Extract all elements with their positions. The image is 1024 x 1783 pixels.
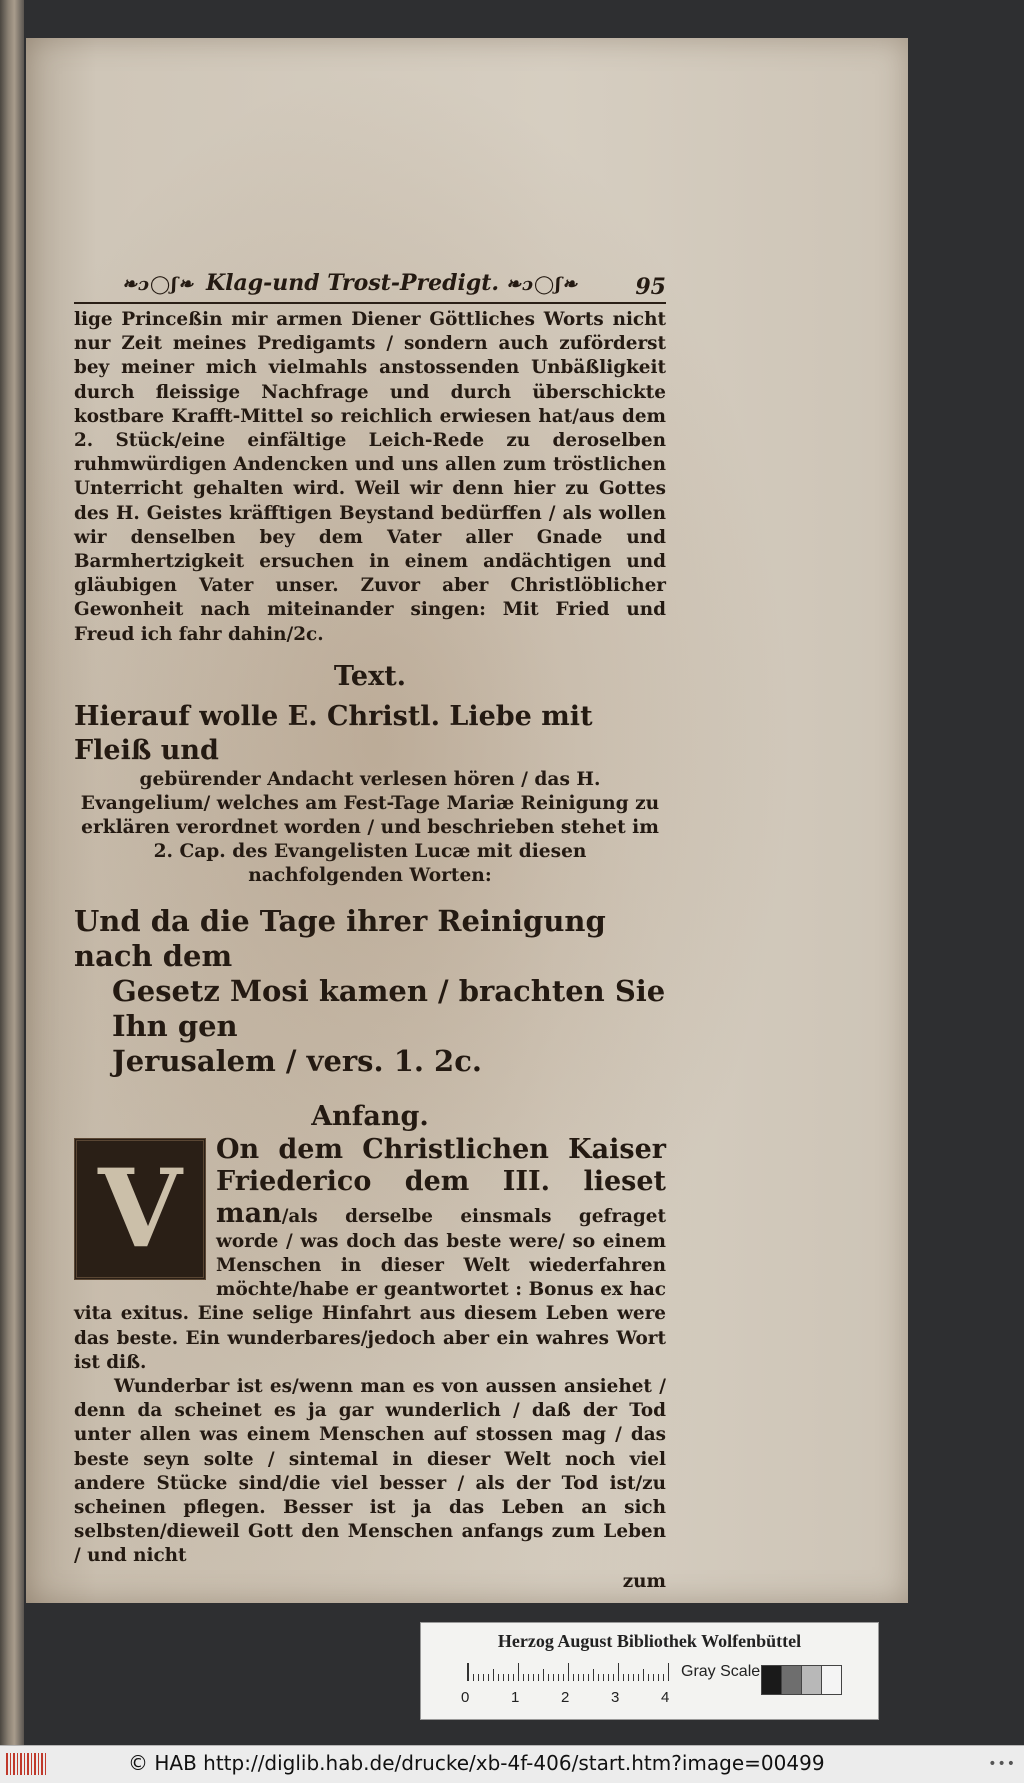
ruler-tick bbox=[643, 1669, 644, 1681]
gray-scale-label: Gray Scale bbox=[681, 1663, 761, 1680]
ruler-tick bbox=[493, 1669, 494, 1681]
running-header bbox=[74, 266, 666, 304]
ruler-tick bbox=[508, 1674, 509, 1681]
header-ornament-left-icon: ❧ɔ◯ʃ❧ bbox=[122, 274, 195, 295]
ruler-tick bbox=[543, 1669, 544, 1681]
body-paragraph-2: Wunderbar ist es/wenn man es von aussen ansiehet / denn da scheinet es ja gar wunderlich / daß der Tod unter allen was einem Menschen auf stossen mag / das beste seyn solte / sintemal in dieser Welt noch viel andere Stücke sind/die viel besser / als der Tod ist/zu scheinen pflegen. Besser ist ja das Leben an sich selbsten/dieweil Gott den Menschen anfangs zum Leben / und nicht bbox=[74, 1376, 666, 1567]
ruler-tick bbox=[663, 1674, 664, 1681]
ruler-tick bbox=[498, 1674, 499, 1681]
running-title: Klag-und Trost-Predigt. bbox=[206, 270, 500, 296]
ruler-tick bbox=[558, 1674, 559, 1681]
text-intro-lead: Hierauf wolle E. Christl. Liebe mit Fleiß und bbox=[74, 700, 593, 766]
ruler-number: 4 bbox=[661, 1689, 670, 1706]
gray-swatch bbox=[801, 1665, 822, 1695]
ruler-tick bbox=[488, 1674, 489, 1681]
anfang-heading: Anfang. bbox=[311, 1100, 429, 1132]
ruler-tick bbox=[653, 1674, 654, 1681]
scanned-page bbox=[26, 38, 908, 1603]
ruler-number: 1 bbox=[511, 1689, 520, 1706]
ruler-tick bbox=[623, 1674, 624, 1681]
ruler-tick bbox=[588, 1674, 589, 1681]
ruler-number: 0 bbox=[461, 1689, 470, 1706]
ruler-tick bbox=[633, 1674, 634, 1681]
ruler-tick bbox=[478, 1674, 479, 1681]
ruler-tick bbox=[468, 1663, 469, 1681]
ruler-tick bbox=[548, 1674, 549, 1681]
library-name: Herzog August Bibliothek Wolfenbüttel bbox=[497, 1631, 802, 1651]
ruler-tick bbox=[553, 1674, 554, 1681]
color-target bbox=[420, 1622, 879, 1720]
text-intro-rest: gebürender Andacht verlesen hören / das H. Evangelium/ welches am Fest-Tage Mariæ Reinigung zu erklären verordnet worden / und beschrieben stehet im 2. Cap. des Evangelisten Lucæ mit diesen nachfolgenden Worten: bbox=[80, 768, 660, 886]
quote-line-2: Gesetz Mosi kamen / brachten Sie Ihn gen bbox=[112, 973, 666, 1043]
quote-line-3: Jerusalem / vers. 1. 2c. bbox=[112, 1043, 482, 1078]
page-text bbox=[74, 266, 666, 1592]
body-lead: On dem Christlichen Kaiser Friederico dem III. lieset man bbox=[216, 1133, 666, 1229]
ruler-tick bbox=[618, 1663, 619, 1681]
ruler-tick bbox=[483, 1674, 484, 1681]
adjacent-page-edge bbox=[0, 0, 24, 1745]
decorated-initial-icon: V bbox=[74, 1138, 206, 1280]
ruler-tick bbox=[563, 1674, 564, 1681]
ruler-number: 3 bbox=[611, 1689, 620, 1706]
ruler-tick bbox=[593, 1669, 594, 1681]
ruler-tick bbox=[568, 1663, 569, 1681]
more-options-icon[interactable]: ••• bbox=[988, 1756, 1016, 1772]
catchword: zum bbox=[622, 1570, 666, 1592]
gray-swatch bbox=[781, 1665, 802, 1695]
ruler-tick bbox=[528, 1674, 529, 1681]
ruler-tick bbox=[583, 1674, 584, 1681]
quote-line-1: Und da die Tage ihrer Reinigung nach dem bbox=[74, 903, 606, 973]
body-rest: /als derselbe einsmals gefraget worde / was doch das beste were/ so einem Menschen in dieser Welt wiederfahren möchte/habe er geantwortet : Bonus ex hac vita exitus. Eine selige Hinfahrt aus diesem Leben were das beste. Ein wunderbares/jedoch aber ein wahres Wort ist diß. bbox=[74, 1205, 666, 1373]
ruler-tick bbox=[573, 1674, 574, 1681]
ruler-tick bbox=[598, 1674, 599, 1681]
ruler-tick bbox=[578, 1674, 579, 1681]
ruler-tick bbox=[503, 1674, 504, 1681]
ruler-tick bbox=[473, 1674, 474, 1681]
header-ornament-right-icon: ❧ɔ◯ʃ❧ bbox=[506, 274, 579, 295]
scripture-quote bbox=[74, 904, 666, 1079]
copyright-url[interactable]: © HAB http://diglib.hab.de/drucke/xb-4f-406/start.htm?image=00499 bbox=[128, 1751, 825, 1775]
status-bar bbox=[0, 1745, 1024, 1783]
ruler-number: 2 bbox=[561, 1689, 570, 1706]
gray-swatch bbox=[761, 1665, 782, 1695]
ruler-tick bbox=[638, 1674, 639, 1681]
sermon-body bbox=[74, 1134, 666, 1592]
gray-swatch bbox=[821, 1665, 842, 1695]
ruler-tick bbox=[513, 1674, 514, 1681]
ruler-tick bbox=[658, 1674, 659, 1681]
ruler-tick bbox=[648, 1674, 649, 1681]
ruler-tick bbox=[668, 1663, 669, 1681]
ruler-tick bbox=[603, 1674, 604, 1681]
page-number: 95 bbox=[635, 274, 666, 300]
ruler-tick bbox=[613, 1674, 614, 1681]
ruler-tick bbox=[608, 1674, 609, 1681]
ruler-tick bbox=[518, 1663, 519, 1681]
ruler-tick bbox=[523, 1674, 524, 1681]
paragraph-intro: lige Princeßin mir armen Diener Göttliches Worts nicht nur Zeit meines Predigamts / sondern auch zuförderst bey meiner mich vielmahls anstossenden Unbäßligkeit durch fleissige Nachfrage und durch überschickte kostbare Krafft-Mittel so reichlich erwiesen hat/aus dem 2. Stück/eine einfältige Leich-Rede zu deroselben ruhmwürdigen Andencken und uns allen zum tröstlichen Unterricht gehalten wird. Weil wir denn hier zu Gottes des H. Geistes kräfftigen Beystand bedürffen / als wollen wir denselben bey dem Vater aller Gnade und Barmhertzigkeit ersuchen in einem andächtigen und gläubigen Vater unser. Zuvor aber Christlöblicher Gewonheit nach miteinander singen: Mit Fried und Freud ich fahr dahin/2c. bbox=[74, 309, 666, 645]
ruler-tick bbox=[628, 1674, 629, 1681]
text-heading: Text. bbox=[333, 660, 407, 692]
scale-ruler bbox=[467, 1663, 669, 1681]
ruler-tick bbox=[538, 1674, 539, 1681]
ruler-tick bbox=[533, 1674, 534, 1681]
barcode-icon bbox=[6, 1753, 48, 1775]
